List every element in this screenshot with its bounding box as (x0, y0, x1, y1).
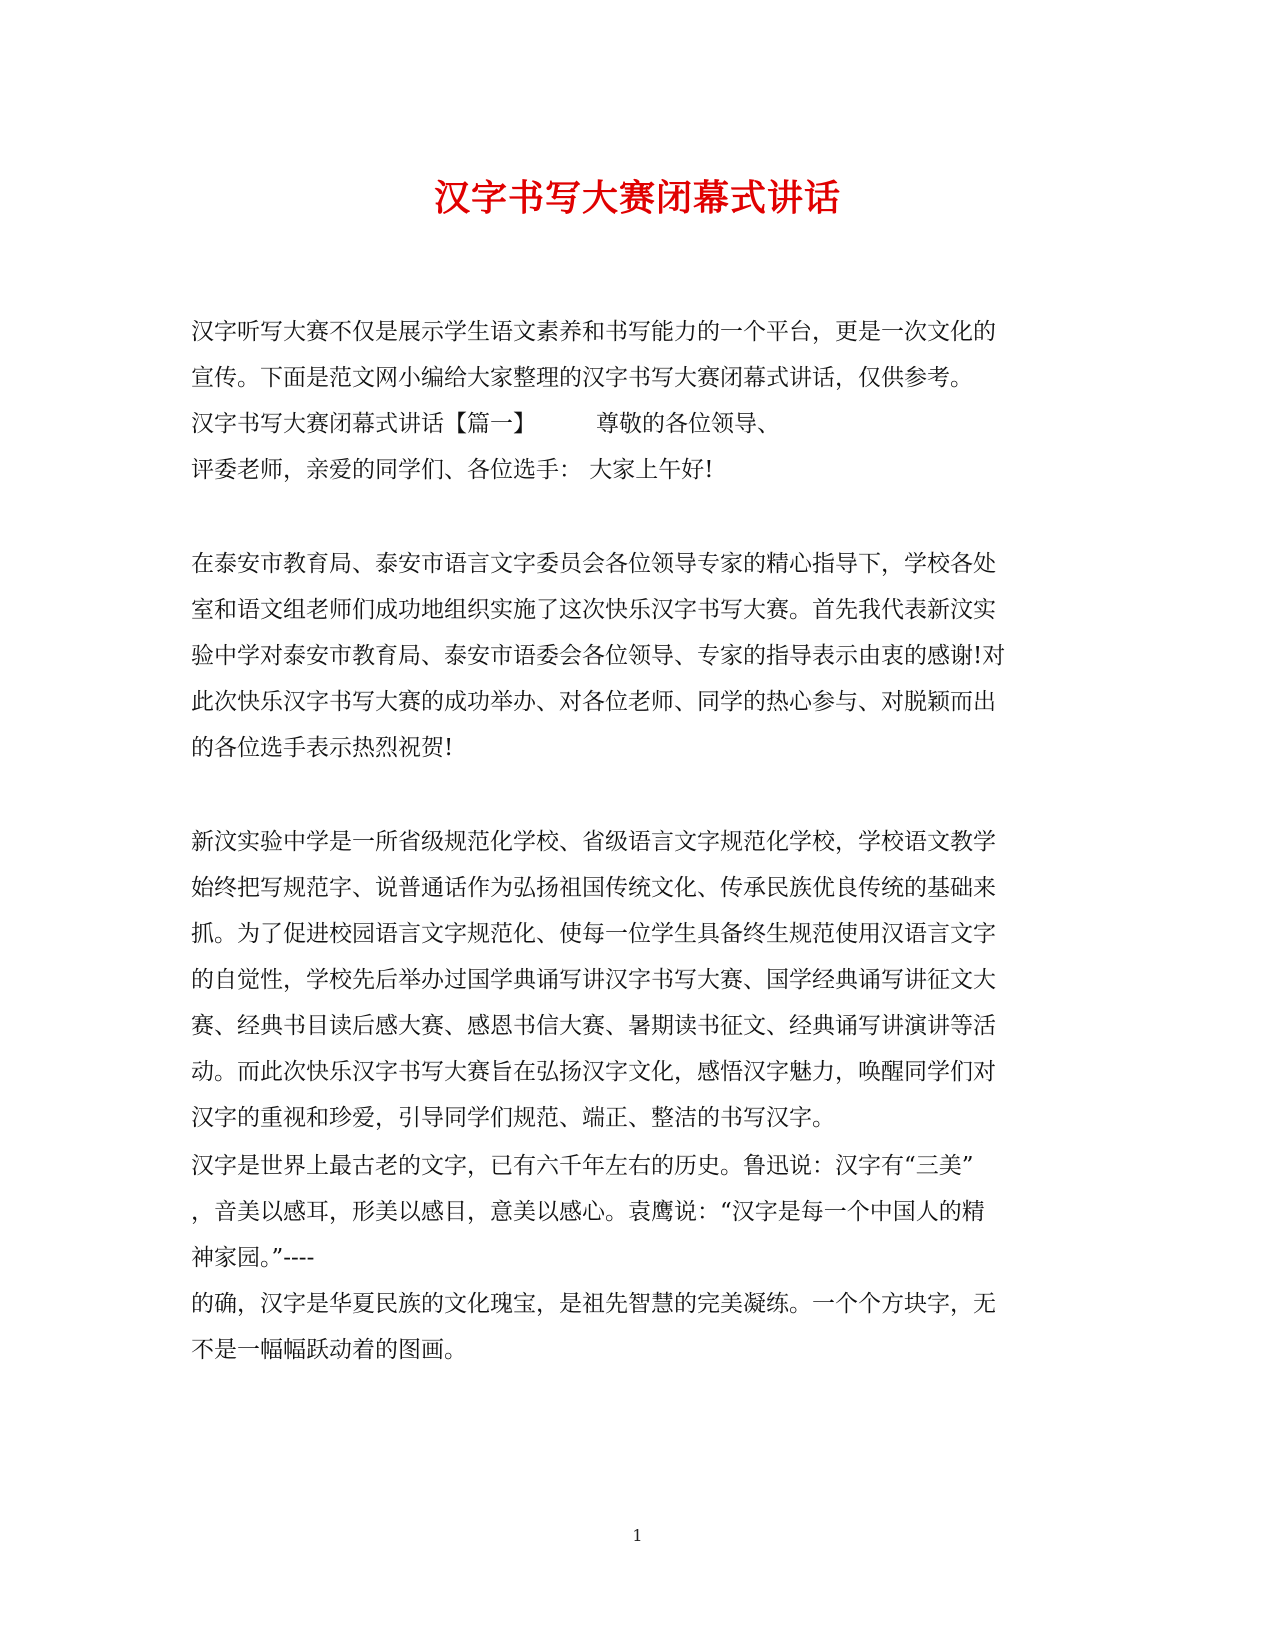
paragraph-line: 宣传。下面是范文网小编给大家整理的汉字书写大赛闭幕式讲话，仅供参考。 (191, 365, 973, 391)
paragraph-line: 的确，汉字是华夏民族的文化瑰宝，是祖先智慧的完美凝练。一个个方块字，无 (191, 1291, 996, 1317)
section-heading: 汉字书写大赛闭幕式讲话【篇一】 (191, 411, 536, 437)
paragraph-line: 的自觉性，学校先后举办过国学典诵写讲汉字书写大赛、国学经典诵写讲征文大 (191, 967, 996, 993)
paragraph-line: 验中学对泰安市教育局、泰安市语委会各位领导、专家的指导表示由衷的感谢!对 (191, 643, 1006, 669)
paragraph-line: 在泰安市教育局、泰安市语言文字委员会各位领导专家的精心指导下，学校各处 (191, 551, 996, 577)
paragraph-line: 动。而此次快乐汉字书写大赛旨在弘扬汉字文化，感悟汉字魅力，唤醒同学们对 (191, 1059, 996, 1085)
paragraph-line: 的各位选手表示热烈祝贺! (191, 735, 454, 761)
paragraph-line: 抓。为了促进校园语言文字规范化、使每一位学生具备终生规范使用汉语言文字 (191, 921, 996, 947)
paragraph-line: 室和语文组老师们成功地组织实施了这次快乐汉字书写大赛。首先我代表新汶实 (191, 597, 996, 623)
page-number: 1 (632, 1526, 643, 1545)
paragraph-line: 汉字是世界上最古老的文字，已有六千年左右的历史。鲁迅说：汉字有“三美” (191, 1153, 974, 1179)
paragraph-line: 始终把写规范字、说普通话作为弘扬祖国传统文化、传承民族优良传统的基础来 (191, 875, 996, 901)
paragraph-line: 神家园。”---- (191, 1245, 315, 1271)
paragraph-line: 不是一幅幅跃动着的图画。 (191, 1337, 467, 1363)
document-title: 汉字书写大赛闭幕式讲话 (433, 177, 841, 219)
paragraph-line: 汉字听写大赛不仅是展示学生语文素养和书写能力的一个平台，更是一次文化的 (191, 319, 996, 345)
paragraph-line: 新汶实验中学是一所省级规范化学校、省级语言文字规范化学校，学校语文教学 (191, 829, 996, 855)
heading-greeting-line (191, 409, 780, 439)
greeting-text: 尊敬的各位领导、 (596, 411, 780, 437)
paragraph-line: 赛、经典书目读后感大赛、感恩书信大赛、暑期读书征文、经典诵写讲演讲等活 (191, 1013, 996, 1039)
paragraph-line: ，音美以感耳，形美以感目，意美以感心。袁鹰说：“汉字是每一个中国人的精 (191, 1199, 985, 1225)
paragraph-line: 此次快乐汉字书写大赛的成功举办、对各位老师、同学的热心参与、对脱颖而出 (191, 689, 996, 715)
paragraph-line: 汉字的重视和珍爱，引导同学们规范、端正、整洁的书写汉字。 (191, 1105, 835, 1131)
paragraph-line: 评委老师，亲爱的同学们、各位选手： 大家上午好! (191, 457, 714, 483)
